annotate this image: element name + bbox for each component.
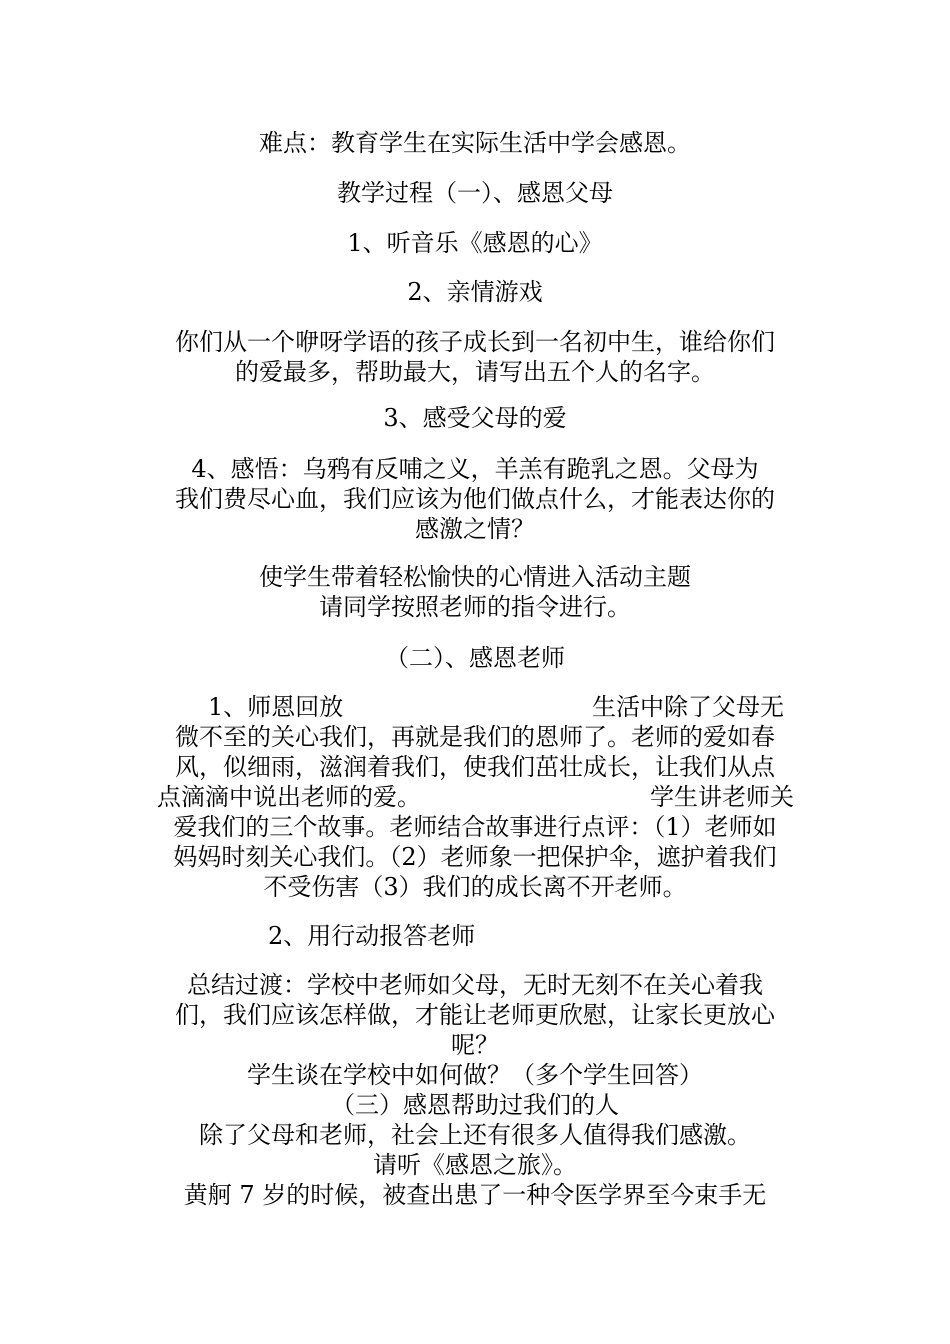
text-line: 黄舸 7 岁的时候，被查出患了一种令医学界至今束手无 xyxy=(183,1181,767,1209)
section-heading: 教学过程（一）、感恩父母 xyxy=(337,179,613,207)
text-line: 4、感悟：乌鸦有反哺之义，羊羔有跪乳之恩。父母为 xyxy=(191,455,759,483)
text-line: 感激之情？ xyxy=(415,515,535,543)
text-line: 3、感受父母的爱 xyxy=(383,404,567,432)
text-line: 妈妈时刻关心我们。（2）老师象一把保护伞，遮护着我们 xyxy=(173,843,777,871)
text-line: 学生讲老师关 xyxy=(650,783,794,811)
section-heading: （三）感恩帮助过我们的人 xyxy=(331,1091,619,1119)
text-line: 爱我们的三个故事。老师结合故事进行点评：（1）老师如 xyxy=(173,813,777,841)
text-line: 我们费尽心血，我们应该为他们做点什么，才能表达你的 xyxy=(175,485,775,513)
text-line: 1、师恩回放 xyxy=(208,693,344,721)
text-line: 请听《感恩之旅》。 xyxy=(373,1151,577,1179)
text-line: 微不至的关心我们，再就是我们的恩师了。老师的爱如春 xyxy=(175,723,775,751)
text-line: 的爱最多，帮助最大，请写出五个人的名字。 xyxy=(235,358,715,386)
text-line: 风，似细雨，滋润着我们，使我们茁壮成长，让我们从点 xyxy=(175,753,775,781)
text-line: 请同学按照老师的指令进行。 xyxy=(319,593,631,621)
text-line: 1、听音乐《感恩的心》 xyxy=(347,229,603,257)
text-line: 除了父母和老师，社会上还有很多人值得我们感激。 xyxy=(199,1121,751,1149)
text-line: 不受伤害（3）我们的成长离不开老师。 xyxy=(263,873,687,901)
text-line: 生活中除了父母无 xyxy=(592,693,784,721)
text-line: 2、亲情游戏 xyxy=(407,278,543,306)
text-line: 学生谈在学校中如何做？（多个学生回答） xyxy=(247,1061,703,1089)
text-line: 们，我们应该怎样做，才能让老师更欣慰，让家长更放心 xyxy=(175,1001,775,1029)
text-line: 点滴滴中说出老师的爱。 xyxy=(157,783,421,811)
text-line: 难点：教育学生在实际生活中学会感恩。 xyxy=(259,129,691,157)
text-line: 呢？ xyxy=(451,1031,499,1059)
text-line: 你们从一个咿呀学语的孩子成长到一名初中生，谁给你们 xyxy=(175,328,775,356)
text-line: 2、用行动报答老师 xyxy=(268,922,476,950)
section-heading: （二）、感恩老师 xyxy=(385,644,565,672)
text-line: 总结过渡：学校中老师如父母，无时无刻不在关心着我 xyxy=(187,971,763,999)
text-line: 使学生带着轻松愉快的心情进入活动主题 xyxy=(259,563,691,591)
